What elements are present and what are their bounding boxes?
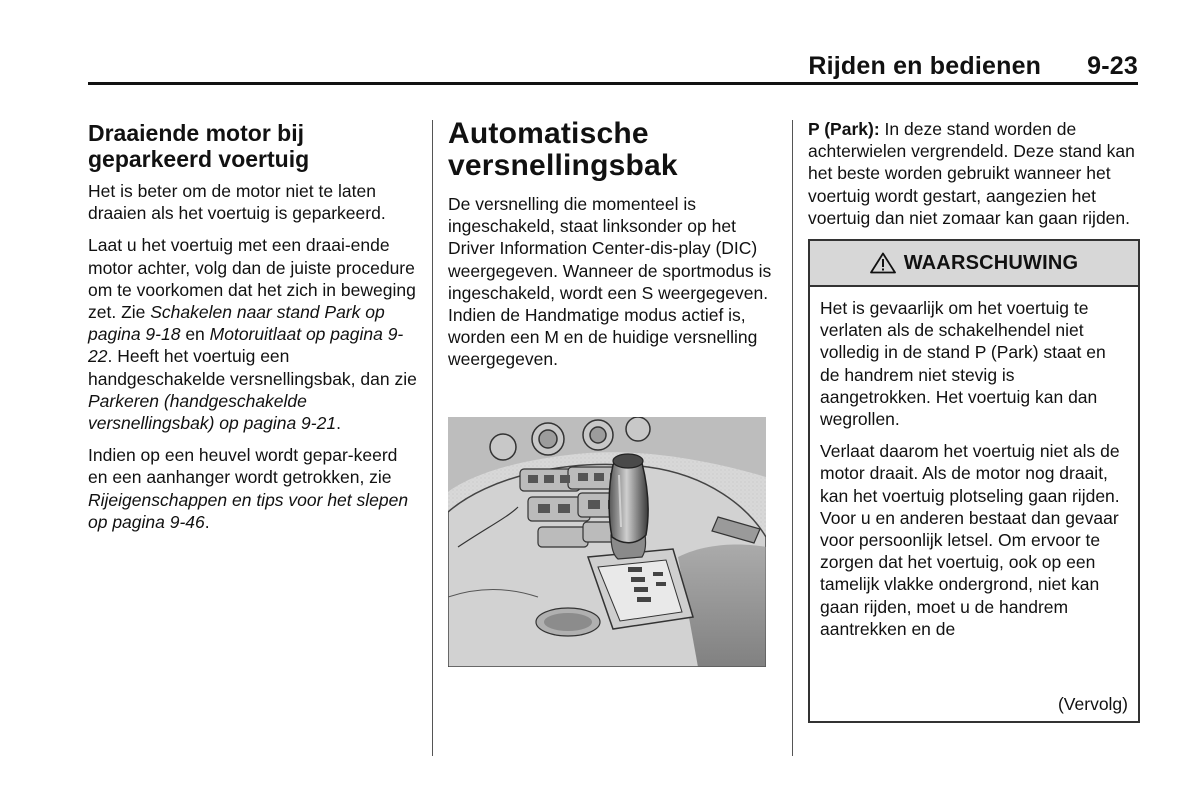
header-rule <box>88 82 1138 85</box>
column-divider-right <box>792 120 793 756</box>
cross-reference-link[interactable]: Motoruitlaat op pagina 9-22 <box>88 324 404 367</box>
paragraph-idle-procedure <box>88 234 418 434</box>
section-heading-idle-engine: Draaiende motor bij geparkeerd voertuig <box>88 120 310 172</box>
warning-title: WAARSCHUWING <box>903 251 1079 274</box>
warning-paragraph-1: Het is gevaarlijk om het voertuig te verlaten als de schakelhendel niet volledig in de stand P (Park) staat en de handrem niet stevig is aangetrokken. Het voertuig kan dan wegrollen. <box>820 298 1106 430</box>
gear-shifter-illustration <box>448 417 766 667</box>
paragraph-transmission-display: De versnelling die momenteel is ingeschakeld, staat linksonder op het Driver Information Center-dis-play (DIC) weergegeven. Wanneer de sportmodus is ingeschakeld, wordt een S weergegeven. Indien de Handmatige modus actief is, worden een M en de huidige versnelling weergegeven. <box>448 194 772 370</box>
warning-header <box>810 241 1138 287</box>
cross-reference-link[interactable]: Parkeren (handgeschakelde versnellingsbak) op pagina 9-21 <box>88 390 337 434</box>
warning-triangle-icon <box>870 252 896 274</box>
running-header <box>808 52 1138 81</box>
page-number: 9-23 <box>1087 52 1138 80</box>
text-run: . <box>204 511 210 532</box>
column-1 <box>88 120 418 543</box>
paragraph-idle-hill <box>88 444 418 533</box>
paragraph-idle-intro: Het is beter om de motor niet te laten draaien als het voertuig is geparkeerd. <box>88 181 386 224</box>
cross-reference-link[interactable]: Schakelen naar stand Park op pagina 9-18 <box>88 302 385 345</box>
warning-body <box>810 287 1138 640</box>
section-heading-automatic-transmission: Automatische versnellingsbak <box>448 117 678 182</box>
cross-reference-link[interactable]: Rijeigenschappen en tips voor het slepen op pagina 9-46 <box>88 489 409 532</box>
warning-box <box>808 239 1140 723</box>
column-divider-left <box>432 120 433 756</box>
text-run: . <box>336 413 341 434</box>
continued-label: (Vervolg) <box>1057 694 1128 715</box>
text-run: Indien op een heuvel wordt gepar-keerd en een aanhanger wordt getrokken, zie <box>88 445 398 488</box>
warning-paragraph-2: Verlaat daarom het voertuig niet als de motor draait. Als de motor nog draait, kan het voertuig plotseling gaan rijden. Voor u en anderen bestaat dan gevaar voor persoonlijk letsel. Om ervoor te zorgen dat het voertuig, ook op een tamelijk vlakke ondergrond, niet kan gaan rijden, moet u de handrem aantrekken en de <box>820 441 1120 639</box>
text-run: In deze stand worden de achterwielen vergrendeld. Deze stand kan het beste worden gebruikt wanneer het voertuig wordt gestart, aangezien het voertuig dan niet zomaar kan gaan rijden. <box>808 119 1135 228</box>
text-run: en <box>180 324 210 345</box>
page-header <box>88 52 1138 84</box>
section-title: Rijden en bedienen <box>808 52 1042 80</box>
text-run: . Heeft het voertuig een handgeschakelde versnellingsbak, dan zie <box>88 346 417 389</box>
column-2 <box>448 118 773 672</box>
column-3 <box>808 118 1140 723</box>
text-run: Laat u het voertuig met een draai-ende motor achter, volg dan de juiste procedure om te voorkomen dat het zich in beweging zet. Zie <box>88 235 416 323</box>
park-label: P (Park): <box>808 119 880 139</box>
paragraph-park-position <box>808 118 1140 229</box>
